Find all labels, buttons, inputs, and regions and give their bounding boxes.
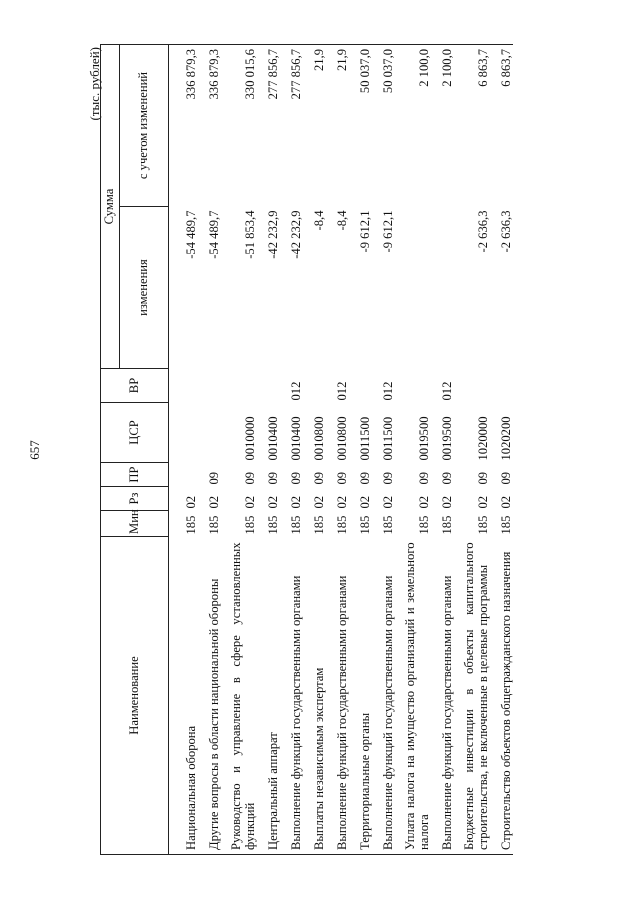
table-row (280, 44, 303, 854)
row-csr: 0019500 (417, 416, 431, 461)
row-rz: 02 (184, 495, 198, 509)
budget-table (100, 44, 513, 855)
row-name: Бюджетные инвестиции в объекты капитального строительства, не включенные в целевые программы (462, 542, 490, 850)
row-min: 185 (358, 515, 372, 535)
row-min: 185 (184, 515, 198, 535)
row-vr (257, 369, 280, 403)
header-rz: Рз (101, 487, 169, 511)
row-csr (169, 403, 199, 463)
table-row (395, 44, 431, 854)
row-pr: 09 (381, 471, 395, 485)
table-row (303, 44, 326, 854)
row-with-changes: 6 863,7 (476, 48, 490, 87)
row-changes (431, 207, 454, 369)
row-vr (490, 369, 513, 403)
row-vr (198, 369, 221, 403)
row-min: 185 (312, 515, 326, 535)
row-pr: 09 (476, 471, 490, 485)
row-rz: 02 (243, 495, 257, 509)
header-min: Мин (101, 511, 169, 537)
row-with-changes: 2 100,0 (417, 48, 431, 87)
row-rz: 02 (289, 495, 303, 509)
row-pr: 09 (499, 471, 513, 485)
row-with-changes: 50 037,0 (358, 48, 372, 94)
row-with-changes: 6 863,7 (499, 48, 513, 87)
row-changes: -42 232,9 (289, 210, 303, 259)
row-name: Центральный аппарат (266, 732, 280, 850)
table-row (257, 44, 280, 854)
row-min: 185 (207, 515, 221, 535)
row-vr (349, 369, 372, 403)
row-rz: 02 (207, 495, 221, 509)
row-min: 185 (417, 515, 431, 535)
row-csr: 0010800 (312, 416, 326, 461)
table-row (431, 44, 454, 854)
row-with-changes: 50 037,0 (381, 48, 395, 94)
table-header (101, 44, 169, 854)
header-changes: изменения (120, 207, 169, 369)
row-csr: 0011500 (358, 416, 372, 461)
row-rz: 02 (440, 495, 454, 509)
row-vr: 012 (335, 381, 349, 401)
row-with-changes: 336 879,3 (184, 48, 198, 100)
row-min: 185 (440, 515, 454, 535)
row-with-changes: 330 015,6 (243, 48, 257, 100)
row-name: Национальная оборона (184, 725, 198, 850)
row-pr: 09 (312, 471, 326, 485)
row-vr: 012 (440, 381, 454, 401)
row-with-changes: 277 856,7 (289, 48, 303, 100)
row-rz: 02 (312, 495, 326, 509)
row-csr: 1020200 (499, 416, 513, 461)
row-min: 185 (499, 515, 513, 535)
header-csr: ЦСР (101, 403, 169, 463)
row-changes (395, 207, 431, 369)
row-vr (454, 369, 490, 403)
header-sum: Сумма (101, 44, 120, 368)
header-vr: ВР (101, 369, 169, 403)
row-pr: 09 (440, 471, 454, 485)
row-changes: -2 636,3 (476, 210, 490, 253)
row-rz: 02 (381, 495, 395, 509)
row-pr: 09 (335, 471, 349, 485)
row-changes: -51 853,4 (243, 210, 257, 259)
row-min: 185 (243, 515, 257, 535)
row-pr: 09 (358, 471, 372, 485)
row-with-changes: 277 856,7 (266, 48, 280, 100)
row-rz: 02 (335, 495, 349, 509)
row-name: Строительство объектов общегражданского назначения (499, 551, 513, 850)
row-name: Уплата налога на имущество организаций и земельного налога (403, 542, 431, 850)
header-with-changes: с учетом изменений (120, 44, 169, 206)
row-vr: 012 (289, 381, 303, 401)
row-pr: 09 (266, 471, 280, 485)
row-changes: -54 489,7 (207, 210, 221, 259)
row-csr (198, 403, 221, 463)
row-name: Выполнение функций государственными органами (335, 575, 349, 850)
row-changes: -2 636,3 (499, 210, 513, 253)
row-csr: 0010400 (289, 416, 303, 461)
row-rz: 02 (476, 495, 490, 509)
row-name: Другие вопросы в области национальной обороны (207, 578, 221, 850)
row-name: Выполнение функций государственными органами (381, 575, 395, 850)
row-rz: 02 (266, 495, 280, 509)
row-with-changes: 21,9 (335, 48, 349, 72)
row-pr: 09 (417, 471, 431, 485)
row-with-changes: 336 879,3 (207, 48, 221, 100)
row-rz: 02 (417, 495, 431, 509)
row-name: Выполнение функций государственными органами (289, 575, 303, 850)
header-pr: ПР (101, 463, 169, 487)
row-min: 185 (266, 515, 280, 535)
row-pr (169, 463, 199, 487)
page-number: 657 (27, 440, 42, 460)
row-pr: 09 (207, 471, 221, 485)
table-row (349, 44, 372, 854)
table-row (454, 44, 490, 854)
row-csr: 0010400 (266, 416, 280, 461)
row-min: 185 (381, 515, 395, 535)
row-rz: 02 (499, 495, 513, 509)
units-note: (тыс. рублей) (87, 47, 102, 121)
row-csr: 1020000 (476, 416, 490, 461)
table-row (326, 44, 349, 854)
table-row (221, 44, 257, 854)
row-changes: -8,4 (335, 210, 349, 231)
row-changes: -54 489,7 (184, 210, 198, 259)
table-row (198, 44, 221, 854)
document-page (87, 45, 630, 855)
row-vr (303, 369, 326, 403)
row-csr: 0010000 (243, 416, 257, 461)
row-min: 185 (476, 515, 490, 535)
row-csr: 0011500 (381, 416, 395, 461)
row-name: Выплаты независимым экспертам (312, 667, 326, 850)
row-vr: 012 (381, 381, 395, 401)
row-changes: -9 612,1 (358, 210, 372, 253)
rotated-table-area (87, 45, 630, 855)
row-vr (395, 369, 431, 403)
row-min: 185 (335, 515, 349, 535)
row-name: Выполнение функций государственными органами (440, 575, 454, 850)
row-with-changes: 2 100,0 (440, 48, 454, 87)
row-name: Территориальные органы (358, 712, 372, 850)
row-min: 185 (289, 515, 303, 535)
row-vr (169, 369, 199, 403)
row-csr: 0019500 (440, 416, 454, 461)
table-row (490, 44, 513, 854)
table-row (372, 44, 395, 854)
header-name: Наименование (101, 537, 169, 855)
row-name: Руководство и управление в сфере установленных функций (229, 542, 257, 850)
table-row (169, 44, 199, 854)
row-changes: -42 232,9 (266, 210, 280, 259)
row-changes: -9 612,1 (381, 210, 395, 253)
row-rz: 02 (358, 495, 372, 509)
row-vr (221, 369, 257, 403)
row-changes: -8,4 (312, 210, 326, 231)
row-pr: 09 (243, 471, 257, 485)
row-pr: 09 (289, 471, 303, 485)
row-with-changes: 21,9 (312, 48, 326, 72)
table-body (169, 44, 514, 854)
row-csr: 0010800 (335, 416, 349, 461)
